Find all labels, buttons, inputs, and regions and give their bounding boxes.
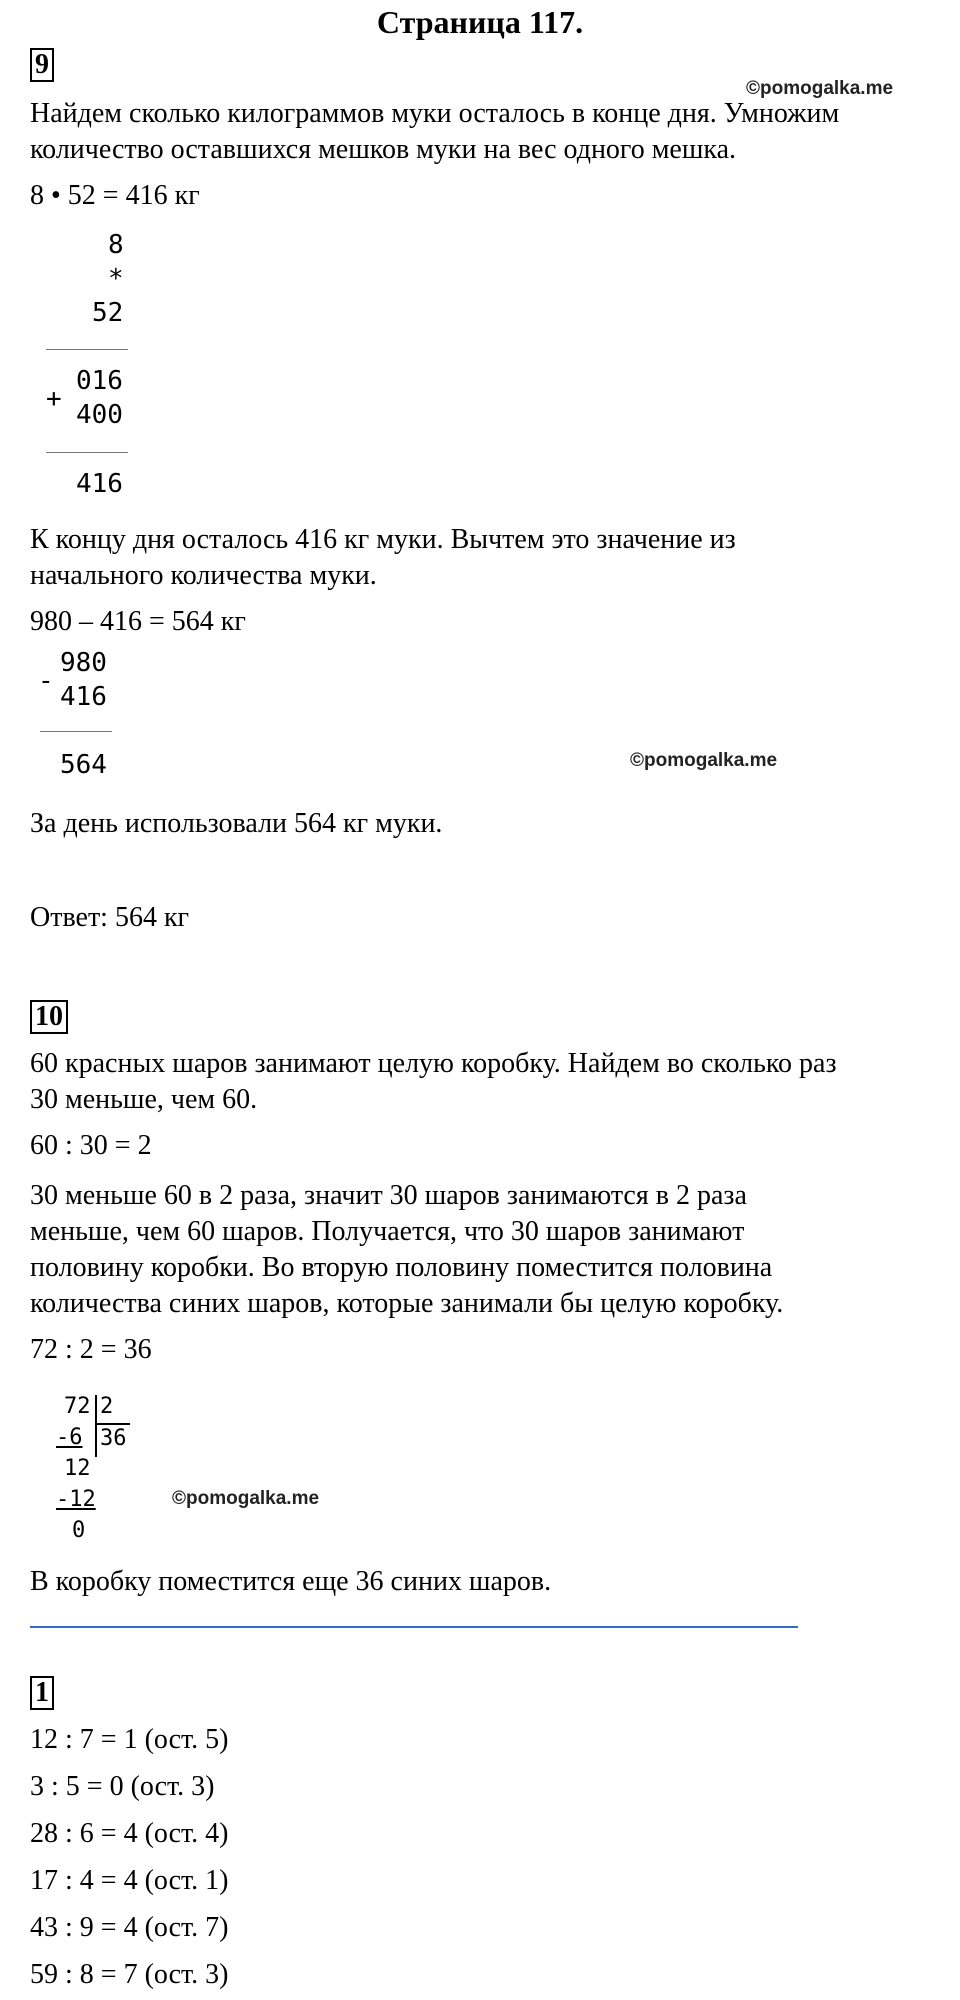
div-divisor: 2 — [100, 1394, 114, 1419]
task10-text-line-2: 30 меньше, чем 60. — [30, 1084, 258, 1115]
task-number-10: 10 — [30, 1000, 68, 1034]
sub-minuend: 980 — [60, 648, 107, 678]
mult-factor-a: 8 — [108, 230, 124, 260]
task10-text2-line-2: меньше, чем 60 шаров. Получается, что 30 шаров занимают — [30, 1216, 745, 1247]
task9-text2-line-2: начального количества муки. — [30, 560, 377, 591]
task1-line: 17 : 4 = 4 (ост. 1) — [30, 1865, 229, 1896]
task10-text2-line-3: половину коробки. Во вторую половину поместится половина — [30, 1252, 773, 1283]
task-number-9: 9 — [30, 48, 54, 82]
task10-text2-line-1: 30 меньше 60 в 2 раза, значит 30 шаров занимаются в 2 раза — [30, 1180, 747, 1211]
div-vertical-rule — [95, 1395, 97, 1457]
task9-answer: Ответ: 564 кг — [30, 902, 190, 933]
div-quotient: 36 — [100, 1426, 127, 1451]
watermark: ©pomogalka.me — [746, 78, 894, 99]
task10-text2-line-4: количества синих шаров, которые занимали бы целую коробку. — [30, 1288, 784, 1319]
sub-result: 564 — [60, 750, 107, 780]
mult-plus-sign: + — [46, 384, 62, 414]
sub-subtrahend: 416 — [60, 682, 107, 712]
task10-conclusion: В коробку поместится еще 36 синих шаров. — [30, 1566, 552, 1597]
section-divider — [30, 1626, 798, 1628]
task1-line: 43 : 9 = 4 (ост. 7) — [30, 1912, 229, 1943]
task9-text-line-2: количество оставшихся мешков муки на вес одного мешка. — [30, 134, 737, 165]
mult-factor-b: 52 — [92, 298, 124, 328]
watermark: ©pomogalka.me — [172, 1488, 320, 1509]
mult-partial-2: 400 — [76, 400, 123, 430]
div-remainder-1: 12 — [64, 1456, 91, 1481]
task9-equation-subtract: 980 – 416 = 564 кг — [30, 606, 246, 637]
task9-text2-line-1: К концу дня осталось 416 кг муки. Вычтем это значение из — [30, 524, 736, 555]
task9-equation-multiply: 8 • 52 = 416 кг — [30, 180, 200, 211]
mult-rule-1 — [46, 349, 128, 350]
mult-operator: * — [108, 264, 124, 294]
mult-result: 416 — [76, 469, 123, 499]
div-final-remainder: 0 — [72, 1518, 86, 1543]
task10-equation-2: 72 : 2 = 36 — [30, 1334, 152, 1365]
task10-equation-1: 60 : 30 = 2 — [30, 1130, 152, 1161]
task9-conclusion: За день использовали 564 кг муки. — [30, 808, 443, 839]
page-title: Страница 117. — [376, 4, 584, 40]
watermark: ©pomogalka.me — [630, 750, 778, 771]
sub-minus-sign: - — [38, 666, 54, 696]
task1-line: 59 : 8 = 7 (ост. 3) — [30, 1959, 229, 1990]
task1-line: 28 : 6 = 4 (ост. 4) — [30, 1818, 229, 1849]
div-subtract-1: -6 — [56, 1425, 83, 1450]
task9-text-line-1: Найдем сколько килограммов муки осталось в конце дня. Умножим — [30, 98, 840, 129]
div-dividend: 72 — [64, 1394, 91, 1419]
mult-partial-1: 016 — [76, 366, 123, 396]
div-subtract-2: -12 — [56, 1487, 96, 1512]
task1-line: 12 : 7 = 1 (ост. 5) — [30, 1724, 229, 1755]
mult-rule-2 — [46, 452, 128, 453]
task10-text-line-1: 60 красных шаров занимают целую коробку. Найдем во сколько раз — [30, 1048, 837, 1079]
sub-rule — [40, 731, 112, 732]
task1-line: 3 : 5 = 0 (ост. 3) — [30, 1771, 215, 1802]
task-number-1: 1 — [30, 1676, 54, 1710]
